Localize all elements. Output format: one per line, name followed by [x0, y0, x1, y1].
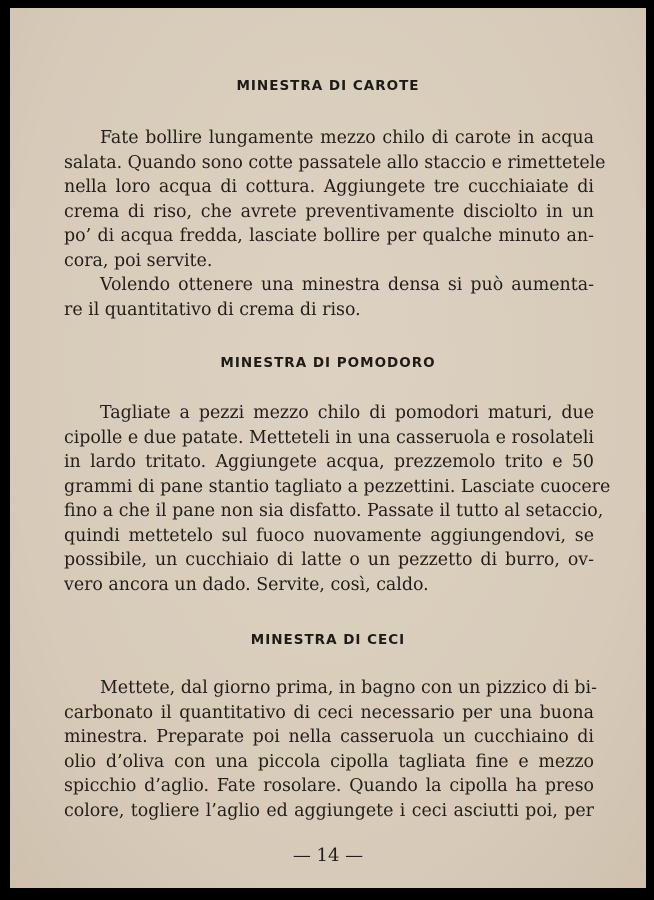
- text-line: spicchio d’aglio. Fate rosolare. Quando la cipolla ha preso: [64, 776, 594, 796]
- text-line: olio d’oliva con una piccola cipolla tagliata fine e mezzo: [64, 751, 594, 772]
- page-number: — 14 —: [292, 845, 364, 866]
- text-line: po’ di acqua fredda, lasciate bollire per qualche minuto an-: [64, 226, 594, 246]
- paragraph-carote-1: [64, 126, 606, 273]
- text-line: colore, togliere l’aglio ed aggiungete i ceci asciutti poi, per: [64, 800, 594, 821]
- text-line: cipolle e due patate. Metteteli in una casseruola e rosolateli: [64, 427, 594, 448]
- paragraph-ceci: [64, 676, 597, 823]
- text-line: possibile, un cucchiaio di latte o un pezzetto di burro, ov-: [64, 550, 594, 570]
- section-title-ceci: MINESTRA DI CECI: [250, 632, 406, 648]
- text-line: minestra. Preparate poi nella casseruola un cucchiaino di: [64, 727, 594, 747]
- paragraph-pomodoro: [64, 401, 611, 597]
- text-line: crema di riso, che avrete preventivamente disciolto in un: [64, 201, 594, 222]
- text-line: Fate bollire lungamente mezzo chilo di carote in acqua: [100, 128, 594, 148]
- book-page: [10, 8, 646, 888]
- text-line: nella loro acqua di cottura. Aggiungete tre cucchiaiate di: [64, 177, 594, 197]
- text-line: in lardo tritato. Aggiungete acqua, prezzemolo trito e 50: [64, 452, 594, 472]
- text-line: vero ancora un dado. Servite, così, caldo.: [64, 574, 429, 595]
- text-line: Tagliate a pezzi mezzo chilo di pomodori maturi, due: [100, 403, 594, 423]
- text-line: grammi di pane stantio tagliato a pezzettini. Lasciate cuocere: [64, 476, 611, 497]
- text-line: cora, poi servite.: [64, 250, 213, 271]
- text-line: Volendo ottenere una minestra densa si può aumenta-: [100, 275, 594, 295]
- section-title-pomodoro: MINESTRA DI POMODORO: [220, 355, 436, 371]
- section-title-carote: MINESTRA DI CAROTE: [236, 78, 420, 94]
- text-line: carbonato il quantitativo di ceci necessario per una buona: [64, 702, 594, 723]
- paragraph-carote-2: [64, 273, 594, 322]
- text-line: quindi mettetelo sul fuoco nuovamente aggiungendovi, se: [64, 525, 594, 546]
- text-line: Mettete, dal giorno prima, in bagno con un pizzico di bi-: [100, 678, 597, 698]
- text-line: fino a che il pane non sia disfatto. Passate il tutto al setaccio,: [64, 501, 604, 521]
- text-line: salata. Quando sono cotte passatele allo staccio e rimettetele: [64, 152, 606, 173]
- text-line: re il quantitativo di crema di riso.: [64, 299, 361, 320]
